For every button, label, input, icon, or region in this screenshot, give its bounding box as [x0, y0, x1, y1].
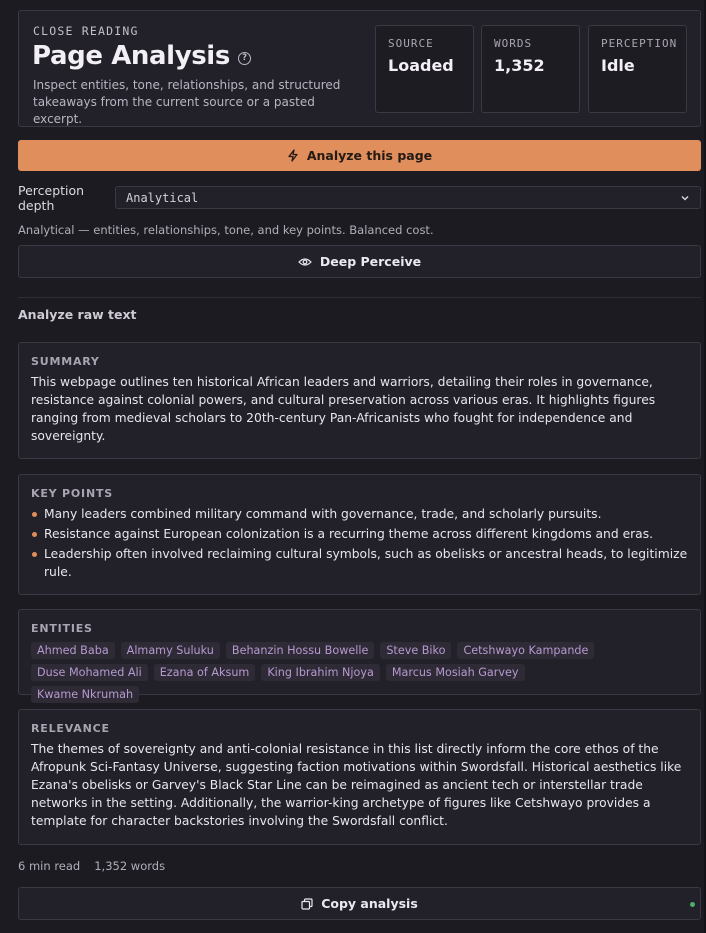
perception-depth-hint: Analytical — entities, relationships, tone, and key points. Balanced cost.	[18, 223, 434, 237]
perception-depth-label: Perception depth	[18, 183, 85, 213]
copy-analysis-label: Copy analysis	[321, 896, 418, 911]
entities-panel	[18, 609, 701, 701]
analyze-page-label: Analyze this page	[306, 148, 433, 163]
deep-perceive-label: Deep Perceive	[319, 254, 422, 269]
stat-perception	[588, 25, 687, 113]
relevance-panel	[18, 709, 701, 845]
key-point-item: Resistance against European colonization is a recurring theme across different kingdoms and eras.	[31, 525, 688, 543]
key-points-list	[31, 505, 688, 581]
page-subtitle: Inspect entities, tone, relationships, and structured takeaways from the current source or a pasted excerpt.	[33, 78, 341, 126]
entities-chip-list	[31, 642, 631, 703]
stat-value: Idle	[601, 56, 635, 75]
deep-perceive-button[interactable]	[18, 245, 701, 278]
status-indicator	[690, 902, 695, 907]
summary-title: SUMMARY	[31, 355, 100, 368]
relevance-title: RELEVANCE	[31, 722, 110, 735]
reading-meta	[18, 859, 165, 873]
entity-chip[interactable]: Behanzin Hossu Bowelle	[226, 642, 374, 659]
entity-chip[interactable]: Ahmed Baba	[31, 642, 115, 659]
relevance-text: The themes of sovereignty and anti-colonial resistance in this list directly inform the core ethos of the Afropunk Sci-Fantasy Universe, suggesting faction motivations within Swordsfall. Historical aesthetics like Ezana's obelisks or Garvey's Black Star Line can be reimagined as ancient tech or interstellar trade networks in the setting. Additionally, the warrior-king archetype of figures like Cetshwayo provides a template for character backstories involving the Swordsfall conflict.	[31, 742, 682, 828]
entity-chip[interactable]: Almamy Suluku	[121, 642, 220, 659]
perception-depth-select[interactable]	[115, 186, 701, 209]
page-title	[32, 41, 251, 71]
entity-chip[interactable]: Cetshwayo Kampande	[457, 642, 594, 659]
header-card	[18, 10, 701, 127]
key-points-title: KEY POINTS	[31, 487, 113, 500]
help-icon[interactable]: ?	[238, 52, 251, 65]
entity-chip[interactable]: Steve Biko	[380, 642, 451, 659]
stat-label: PERCEPTION	[601, 37, 678, 50]
entity-chip[interactable]: Marcus Mosiah Garvey	[386, 664, 525, 681]
page-title-text: Page Analysis	[32, 41, 230, 71]
entities-title: ENTITIES	[31, 622, 93, 635]
summary-text: This webpage outlines ten historical African leaders and warriors, detailing their roles in governance, resistance against colonial powers, and cultural preservation across various eras. It highlights figures ranging from medieval scholars to 20th-century Pan-Africanists who fought for independence and sovereignty.	[31, 375, 656, 443]
word-count: 1,352 words	[94, 859, 166, 873]
summary-panel	[18, 342, 701, 459]
stat-label: WORDS	[494, 37, 533, 50]
entity-chip[interactable]: Duse Mohamed Ali	[31, 664, 148, 681]
eyebrow-label: CLOSE READING	[33, 24, 139, 38]
chevron-down-icon	[680, 193, 690, 203]
key-point-item: Leadership often involved reclaiming cultural symbols, such as obelisks or ancestral heads, to legitimize rule.	[31, 545, 688, 581]
stat-label: SOURCE	[388, 37, 434, 50]
eye-icon	[298, 257, 312, 267]
section-divider	[18, 297, 701, 298]
copy-icon	[301, 898, 313, 910]
entity-chip[interactable]: Kwame Nkrumah	[31, 686, 139, 703]
key-points-panel	[18, 474, 701, 595]
perception-depth-value: Analytical	[126, 190, 199, 205]
entity-chip[interactable]: King Ibrahim Njoya	[261, 664, 380, 681]
entity-chip[interactable]: Ezana of Aksum	[154, 664, 256, 681]
copy-analysis-button[interactable]	[18, 887, 701, 920]
stat-value: Loaded	[388, 56, 454, 75]
stat-words	[481, 25, 580, 113]
stat-source	[375, 25, 474, 113]
read-time: 6 min read	[18, 859, 81, 873]
analyze-page-button[interactable]	[18, 140, 701, 171]
analyze-raw-text-toggle[interactable]: Analyze raw text	[18, 307, 137, 322]
bolt-icon	[287, 149, 299, 162]
key-point-item: Many leaders combined military command with governance, trade, and scholarly pursuits.	[31, 505, 688, 523]
stat-value: 1,352	[494, 56, 545, 75]
